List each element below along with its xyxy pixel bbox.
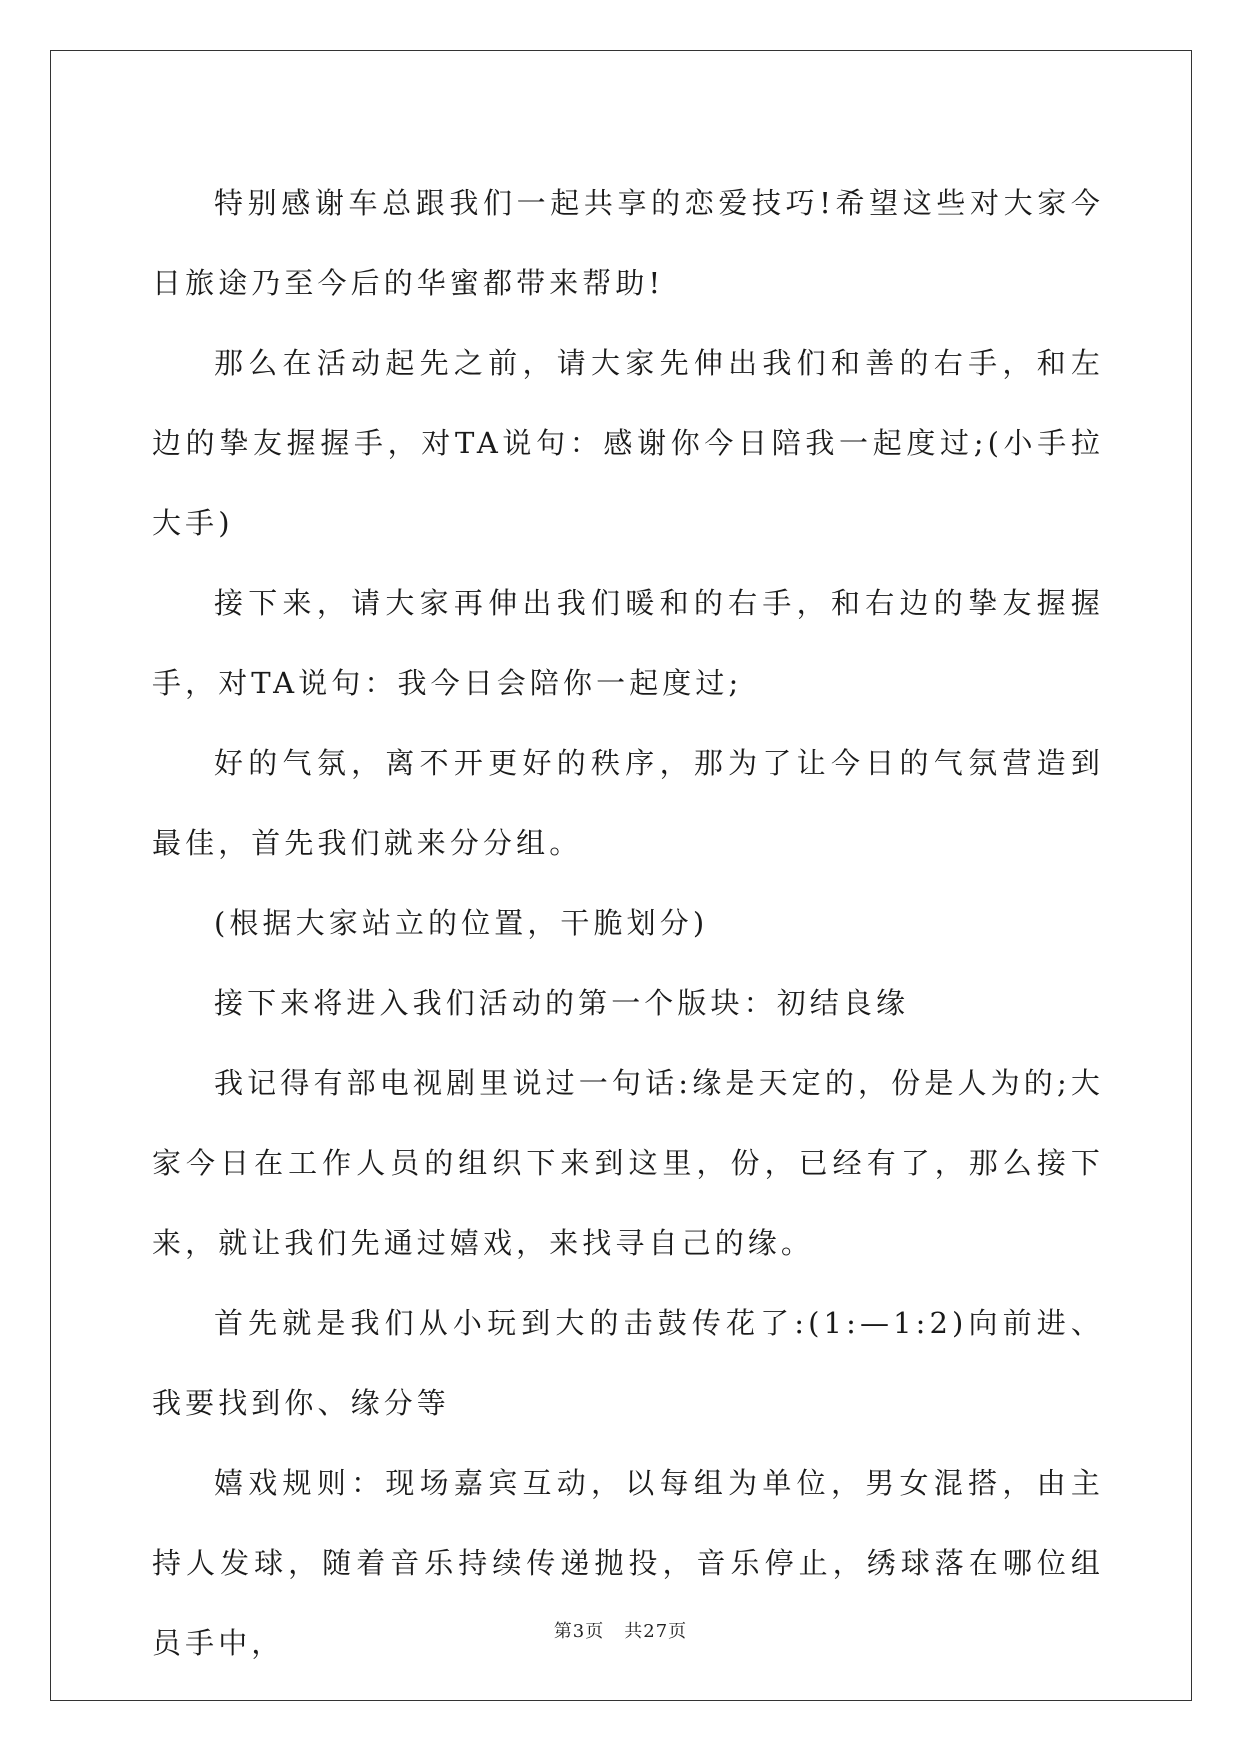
paragraph: 特别感谢车总跟我们一起共享的恋爱技巧!希望这些对大家今日旅途乃至今后的华蜜都带来帮助! (152, 186, 1104, 300)
paragraph: 接下来，请大家再伸出我们暖和的右手，和右边的挚友握握手，对TA说句：我今日会陪你一起度过; (152, 586, 1104, 700)
paragraph: 我记得有部电视剧里说过一句话:缘是天定的，份是人为的;大家今日在工作人员的组织下来到这里，份，已经有了，那么接下来，就让我们先通过嬉戏，来找寻自己的缘。 (152, 1066, 1104, 1260)
paragraph: 好的气氛，离不开更好的秩序，那为了让今日的气氛营造到最佳，首先我们就来分分组。 (152, 746, 1104, 860)
paragraph: (根据大家站立的位置，干脆划分) (214, 906, 709, 940)
document-body (152, 163, 1104, 1683)
page-total: 共27页 (624, 1621, 688, 1642)
page-number: 第3页 (553, 1621, 605, 1642)
paragraph: 嬉戏规则：现场嘉宾互动，以每组为单位，男女混搭，由主持人发球，随着音乐持续传递抛投，音乐停止，绣球落在哪位组员手中， (152, 1466, 1104, 1660)
paragraph: 那么在活动起先之前，请大家先伸出我们和善的右手，和左边的挚友握握手，对TA说句：感谢你今日陪我一起度过;(小手拉大手) (152, 346, 1104, 540)
page-footer (0, 1617, 1241, 1643)
paragraph: 首先就是我们从小玩到大的击鼓传花了:(1:—1:2)向前进、我要找到你、缘分等 (152, 1306, 1104, 1420)
paragraph: 接下来将进入我们活动的第一个版块：初结良缘 (214, 986, 910, 1020)
